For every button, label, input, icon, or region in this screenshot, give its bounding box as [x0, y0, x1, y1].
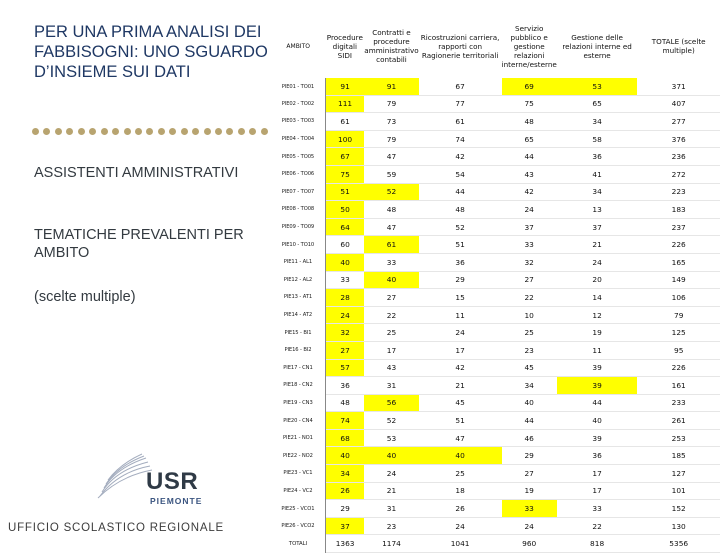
- table-cell: 32: [502, 253, 557, 271]
- table-cell: 277: [637, 113, 720, 131]
- table-cell: 79: [637, 306, 720, 324]
- table-cell: 161: [637, 377, 720, 395]
- table-cell: 43: [502, 165, 557, 183]
- table-cell: 28: [325, 289, 364, 307]
- table-cell: 21: [557, 236, 638, 254]
- table-cell: 44: [502, 412, 557, 430]
- table-cell: 17: [557, 465, 638, 483]
- table-cell: 75: [502, 95, 557, 113]
- table-row: [271, 289, 720, 307]
- ambito-label: PIE08 - TO08: [271, 201, 325, 219]
- table-cell: 29: [502, 447, 557, 465]
- table-cell: 59: [364, 165, 418, 183]
- total-cell: 1363: [325, 535, 364, 553]
- table-row: [271, 482, 720, 500]
- table-cell: 48: [502, 113, 557, 131]
- table-cell: 233: [637, 394, 720, 412]
- table-cell: 376: [637, 130, 720, 148]
- ambito-label: PIE19 - CN3: [271, 394, 325, 412]
- table-cell: 58: [557, 130, 638, 148]
- table-cell: 33: [557, 500, 638, 518]
- table-cell: 149: [637, 271, 720, 289]
- table-cell: 23: [364, 517, 418, 535]
- table-cell: 42: [419, 148, 502, 166]
- table-cell: 17: [557, 482, 638, 500]
- table-cell: 19: [557, 324, 638, 342]
- table-cell: 237: [637, 218, 720, 236]
- total-cell: 5356: [637, 535, 720, 553]
- ambito-label: PIE10 - TO10: [271, 236, 325, 254]
- table-cell: 371: [637, 78, 720, 95]
- table-cell: 130: [637, 517, 720, 535]
- table-cell: 33: [502, 500, 557, 518]
- table-cell: 29: [325, 500, 364, 518]
- table-cell: 45: [419, 394, 502, 412]
- data-table: [271, 14, 720, 553]
- table-cell: 24: [419, 324, 502, 342]
- table-cell: 40: [419, 447, 502, 465]
- table-cell: 165: [637, 253, 720, 271]
- table-cell: 39: [557, 359, 638, 377]
- table-cell: 69: [502, 78, 557, 95]
- table-cell: 22: [364, 306, 418, 324]
- logo-acronym: USR: [146, 468, 199, 495]
- column-header: Contratti e procedure amministrativo contabili: [364, 28, 419, 64]
- table-cell: 24: [502, 517, 557, 535]
- table-cell: 47: [364, 218, 418, 236]
- table-cell: 37: [502, 218, 557, 236]
- table-cell: 185: [637, 447, 720, 465]
- table-cell: 61: [364, 236, 418, 254]
- ambito-label: PIE22 - NO2: [271, 447, 325, 465]
- header-row: [271, 14, 720, 78]
- table-cell: 106: [637, 289, 720, 307]
- ambito-label: PIE23 - VC1: [271, 465, 325, 483]
- table-row: [271, 113, 720, 131]
- table-cell: 40: [325, 253, 364, 271]
- table-row: [271, 148, 720, 166]
- table-cell: 51: [325, 183, 364, 201]
- column-header: Servizio pubblico e gestione relazioni interne/esterne: [501, 23, 557, 69]
- logo-office-name: UFFICIO SCOLASTICO REGIONALE: [8, 522, 225, 534]
- table-cell: 26: [419, 500, 502, 518]
- table-cell: 261: [637, 412, 720, 430]
- table-cell: 125: [637, 324, 720, 342]
- table-row: [271, 165, 720, 183]
- table-cell: 27: [364, 289, 418, 307]
- totals-row: [271, 535, 720, 553]
- table-row: [271, 271, 720, 289]
- table-cell: 407: [637, 95, 720, 113]
- table-cell: 18: [419, 482, 502, 500]
- table-cell: 253: [637, 429, 720, 447]
- table-cell: 44: [557, 394, 638, 412]
- table-cell: 100: [325, 130, 364, 148]
- table-cell: 48: [419, 201, 502, 219]
- table-cell: 45: [502, 359, 557, 377]
- table-cell: 236: [637, 148, 720, 166]
- table-cell: 19: [502, 482, 557, 500]
- table-row: [271, 95, 720, 113]
- table-cell: 32: [325, 324, 364, 342]
- table-cell: 20: [557, 271, 638, 289]
- subtitle-role: ASSISTENTI AMMINISTRATIVI: [34, 165, 239, 181]
- total-cell: 1174: [364, 535, 418, 553]
- table-cell: 13: [557, 201, 638, 219]
- dotted-divider: [32, 124, 268, 138]
- table-cell: 36: [325, 377, 364, 395]
- table-cell: 11: [419, 306, 502, 324]
- ambito-label: PIE15 - BI1: [271, 324, 325, 342]
- table-cell: 41: [557, 165, 638, 183]
- table-row: [271, 394, 720, 412]
- column-header: Ricostruzioni carriera, rapporti con Ragionerie territoriali: [420, 32, 500, 60]
- table-cell: 65: [502, 130, 557, 148]
- totals-label: TOTALI: [271, 535, 325, 553]
- table-cell: 42: [502, 183, 557, 201]
- table-cell: 47: [364, 148, 418, 166]
- table-row: [271, 517, 720, 535]
- table-row: [271, 183, 720, 201]
- subtitle-note: (scelte multiple): [34, 289, 136, 305]
- table-cell: 27: [502, 465, 557, 483]
- total-cell: 960: [502, 535, 557, 553]
- table-cell: 272: [637, 165, 720, 183]
- table-cell: 52: [419, 218, 502, 236]
- table-cell: 40: [502, 394, 557, 412]
- table-cell: 40: [364, 447, 418, 465]
- table-cell: 24: [419, 517, 502, 535]
- column-header: Procedure digitali SIDI: [326, 32, 363, 60]
- table-cell: 26: [325, 482, 364, 500]
- table-row: [271, 359, 720, 377]
- table-cell: 36: [557, 447, 638, 465]
- ambito-label: PIE17 - CN1: [271, 359, 325, 377]
- ambito-label: PIE06 - TO06: [271, 165, 325, 183]
- table-cell: 77: [419, 95, 502, 113]
- ambito-label: PIE07 - TO07: [271, 183, 325, 201]
- table-cell: 74: [419, 130, 502, 148]
- ambito-label: PIE25 - VCO1: [271, 500, 325, 518]
- table-cell: 44: [419, 183, 502, 201]
- page-title: PER UNA PRIMA ANALISI DEI FABBISOGNI: UNO SGUARDO D’INSIEME SUI DATI: [34, 23, 268, 81]
- table-cell: 53: [364, 429, 418, 447]
- table-cell: 79: [364, 130, 418, 148]
- ambito-label: PIE16 - BI2: [271, 341, 325, 359]
- ambito-label: PIE18 - CN2: [271, 377, 325, 395]
- table-cell: 48: [325, 394, 364, 412]
- table-cell: 52: [364, 412, 418, 430]
- table-cell: 64: [325, 218, 364, 236]
- table-cell: 15: [419, 289, 502, 307]
- table-cell: 74: [325, 412, 364, 430]
- table-cell: 54: [419, 165, 502, 183]
- table-cell: 40: [557, 412, 638, 430]
- table-cell: 24: [325, 306, 364, 324]
- ambito-label: PIE11 - AL1: [271, 253, 325, 271]
- table-cell: 47: [419, 429, 502, 447]
- table-cell: 39: [557, 429, 638, 447]
- total-cell: 818: [557, 535, 638, 553]
- ambito-label: PIE26 - VCO2: [271, 517, 325, 535]
- table-row: [271, 324, 720, 342]
- table-cell: 61: [325, 113, 364, 131]
- table-cell: 31: [364, 500, 418, 518]
- table-row: [271, 447, 720, 465]
- ambito-label: PIE01 - TO01: [271, 78, 325, 95]
- table-cell: 68: [325, 429, 364, 447]
- table-cell: 31: [364, 377, 418, 395]
- table-cell: 91: [364, 78, 418, 95]
- ambito-label: PIE13 - AT1: [271, 289, 325, 307]
- table-cell: 67: [419, 78, 502, 95]
- table-cell: 34: [502, 377, 557, 395]
- table-cell: 39: [557, 377, 638, 395]
- ambito-label: PIE09 - TO09: [271, 218, 325, 236]
- table-cell: 24: [502, 201, 557, 219]
- table-cell: 46: [502, 429, 557, 447]
- table-cell: 22: [502, 289, 557, 307]
- table-cell: 101: [637, 482, 720, 500]
- table-cell: 183: [637, 201, 720, 219]
- table-cell: 223: [637, 183, 720, 201]
- subtitle-topic: TEMATICHE PREVALENTI PER AMBITO: [34, 227, 244, 261]
- table-row: [271, 306, 720, 324]
- table-cell: 57: [325, 359, 364, 377]
- table-cell: 17: [364, 341, 418, 359]
- table-cell: 152: [637, 500, 720, 518]
- table-cell: 25: [419, 465, 502, 483]
- table-cell: 37: [557, 218, 638, 236]
- table-row: [271, 377, 720, 395]
- ambito-label: PIE14 - AT2: [271, 306, 325, 324]
- table-cell: 50: [325, 201, 364, 219]
- table-row: [271, 429, 720, 447]
- column-header: TOTALE (scelte multiple): [651, 37, 706, 55]
- ambito-label: PIE21 - NO1: [271, 429, 325, 447]
- table-row: [271, 236, 720, 254]
- table-row: [271, 341, 720, 359]
- table-cell: 36: [419, 253, 502, 271]
- table-cell: 25: [502, 324, 557, 342]
- table-cell: 10: [502, 306, 557, 324]
- ambito-label: PIE02 - TO02: [271, 95, 325, 113]
- table-cell: 24: [557, 253, 638, 271]
- table-cell: 21: [364, 482, 418, 500]
- table-cell: 79: [364, 95, 418, 113]
- table-cell: 53: [557, 78, 638, 95]
- table-cell: 226: [637, 236, 720, 254]
- table-cell: 21: [419, 377, 502, 395]
- table-cell: 33: [502, 236, 557, 254]
- ambito-label: PIE12 - AL2: [271, 271, 325, 289]
- table-cell: 34: [325, 465, 364, 483]
- table-cell: 23: [502, 341, 557, 359]
- table-cell: 12: [557, 306, 638, 324]
- table-cell: 226: [637, 359, 720, 377]
- table-cell: 48: [364, 201, 418, 219]
- table-cell: 40: [364, 271, 418, 289]
- table-cell: 29: [419, 271, 502, 289]
- table-cell: 36: [557, 148, 638, 166]
- table-row: [271, 412, 720, 430]
- total-cell: 1041: [419, 535, 502, 553]
- table-cell: 33: [364, 253, 418, 271]
- ambito-label: PIE05 - TO05: [271, 148, 325, 166]
- table-cell: 52: [364, 183, 418, 201]
- table-cell: 22: [557, 517, 638, 535]
- table-cell: 65: [557, 95, 638, 113]
- table-cell: 34: [557, 183, 638, 201]
- table-cell: 44: [502, 148, 557, 166]
- ambito-label: PIE24 - VC2: [271, 482, 325, 500]
- table-cell: 127: [637, 465, 720, 483]
- table-cell: 43: [364, 359, 418, 377]
- table-cell: 37: [325, 517, 364, 535]
- table-cell: 111: [325, 95, 364, 113]
- table-row: [271, 500, 720, 518]
- table-row: [271, 253, 720, 271]
- table-cell: 24: [364, 465, 418, 483]
- table-cell: 61: [419, 113, 502, 131]
- table-cell: 25: [364, 324, 418, 342]
- table-cell: 42: [419, 359, 502, 377]
- logo-region: PIEMONTE: [150, 496, 203, 506]
- table-row: [271, 130, 720, 148]
- table-cell: 27: [325, 341, 364, 359]
- table-cell: 51: [419, 236, 502, 254]
- table-cell: 56: [364, 394, 418, 412]
- table-cell: 17: [419, 341, 502, 359]
- column-header: Gestione delle relazioni interne ed esterne: [562, 32, 632, 60]
- table-cell: 33: [325, 271, 364, 289]
- ambito-label: PIE04 - TO04: [271, 130, 325, 148]
- table-cell: 73: [364, 113, 418, 131]
- table-cell: 75: [325, 165, 364, 183]
- table-cell: 95: [637, 341, 720, 359]
- table-cell: 51: [419, 412, 502, 430]
- ambito-label: PIE03 - TO03: [271, 113, 325, 131]
- table-row: [271, 465, 720, 483]
- table-row: [271, 201, 720, 219]
- table-cell: 27: [502, 271, 557, 289]
- table-cell: 91: [325, 78, 364, 95]
- table-cell: 11: [557, 341, 638, 359]
- table-row: [271, 218, 720, 236]
- table-cell: 14: [557, 289, 638, 307]
- table-cell: 67: [325, 148, 364, 166]
- table-cell: 60: [325, 236, 364, 254]
- table-cell: 40: [325, 447, 364, 465]
- table-row: [271, 78, 720, 95]
- ambito-label: PIE20 - CN4: [271, 412, 325, 430]
- table-cell: 34: [557, 113, 638, 131]
- column-header: AMBITO: [286, 42, 310, 50]
